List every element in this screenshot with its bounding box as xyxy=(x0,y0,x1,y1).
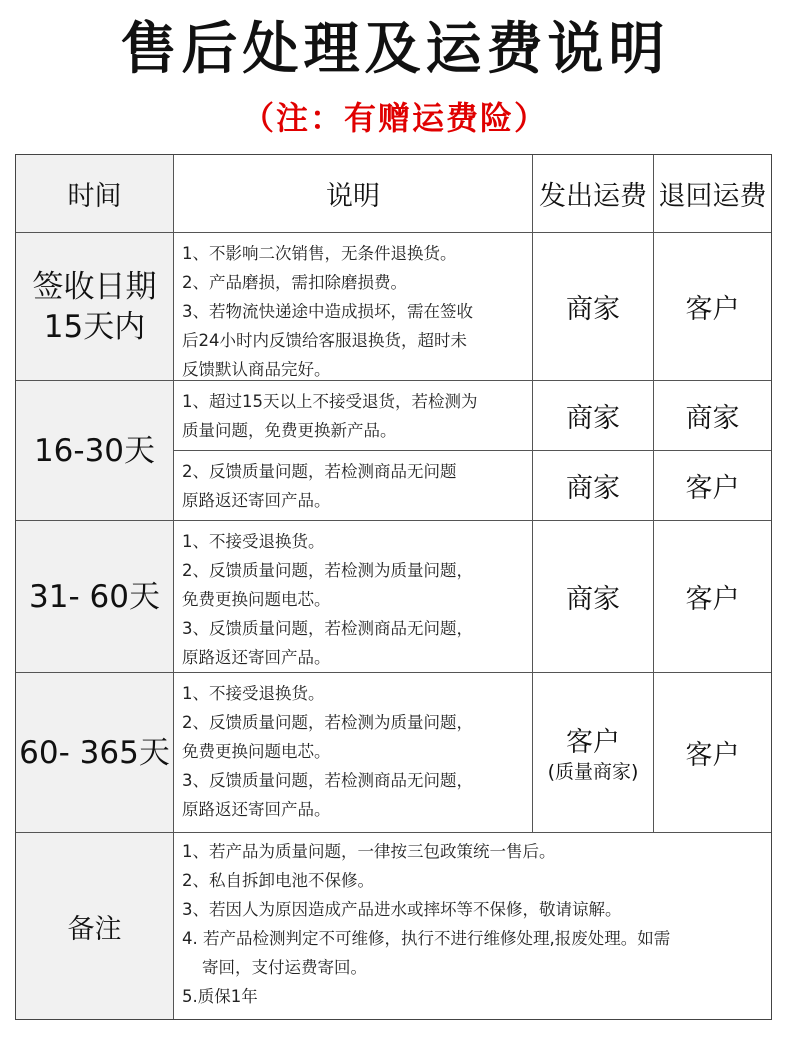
note-line: 4. 若产品检测判定不可维修，执行不进行维修处理,报废处理。如需 xyxy=(182,929,671,948)
return-fee-cell: 商家 xyxy=(654,381,771,451)
header-return-fee: 退回运费 xyxy=(654,155,771,233)
desc-line: 1、不影响二次销售，无条件退换货。 xyxy=(182,244,457,263)
desc-line: 后24小时内反馈给客服退换货，超时未 xyxy=(182,331,467,350)
desc-line: 3、反馈质量问题，若检测商品无问题， xyxy=(182,619,473,638)
desc-line: 2、产品磨损，需扣除磨损费。 xyxy=(182,273,407,292)
desc-line: 2、反馈质量问题，若检测为质量问题， xyxy=(182,561,473,580)
header-send-fee: 发出运费 xyxy=(533,155,654,233)
send-fee-cell: 商家 xyxy=(533,521,654,673)
page-subtitle: （注：有赠运费险） xyxy=(241,99,548,137)
desc-line: 1、不接受退换货。 xyxy=(182,684,325,703)
desc-cell xyxy=(174,451,533,521)
send-fee-cell: 商家 xyxy=(533,381,654,451)
note-line: 3、若因人为原因造成产品进水或摔坏等不保修，敬请谅解。 xyxy=(182,900,622,919)
page-title: 售后处理及运费说明 xyxy=(120,17,670,82)
desc-line: 原路返还寄回产品。 xyxy=(182,491,331,510)
desc-line: 1、超过15天以上不接受退货，若检测为 xyxy=(182,392,478,411)
return-fee-cell: 客户 xyxy=(654,451,771,521)
period-line: 15天内 xyxy=(43,308,146,345)
desc-cell xyxy=(174,381,533,451)
desc-cell xyxy=(174,521,533,673)
period-cell: 16-30天 xyxy=(16,381,174,521)
period-cell: 31- 60天 xyxy=(16,521,174,673)
note-line: 2、私自拆卸电池不保修。 xyxy=(182,871,374,890)
desc-line: 3、反馈质量问题，若检测商品无问题， xyxy=(182,771,473,790)
desc-line: 原路返还寄回产品。 xyxy=(182,800,331,819)
desc-line: 免费更换问题电芯。 xyxy=(182,590,331,609)
return-fee-cell: 客户 xyxy=(654,521,771,673)
header-time: 时间 xyxy=(16,155,174,233)
send-fee-cell: 商家 xyxy=(533,233,654,381)
note-line: 寄回，支付运费寄回。 xyxy=(202,958,367,977)
note-line: 5.质保1年 xyxy=(182,987,258,1006)
note-line: 1、若产品为质量问题，一律按三包政策统一售后。 xyxy=(182,842,556,861)
desc-line: 原路返还寄回产品。 xyxy=(182,648,331,667)
notes-label: 备注 xyxy=(16,833,174,1019)
period-line: 签收日期 xyxy=(32,268,157,305)
desc-line: 3、若物流快递途中造成损坏，需在签收 xyxy=(182,302,473,321)
desc-cell xyxy=(174,233,533,381)
desc-line: 反馈默认商品完好。 xyxy=(182,360,331,379)
after-sales-table xyxy=(15,154,772,1020)
send-fee-value: 客户 xyxy=(566,727,620,758)
send-fee-cell: 商家 xyxy=(533,451,654,521)
desc-line: 免费更换问题电芯。 xyxy=(182,742,331,761)
header-desc: 说明 xyxy=(174,155,533,233)
desc-line: 2、反馈质量问题，若检测商品无问题 xyxy=(182,462,457,481)
desc-cell xyxy=(174,673,533,833)
period-cell: 60- 365天 xyxy=(16,673,174,833)
return-fee-cell: 客户 xyxy=(654,673,771,833)
desc-line: 2、反馈质量问题，若检测为质量问题， xyxy=(182,713,473,732)
send-fee-note: (质量商家) xyxy=(547,761,639,783)
return-fee-cell: 客户 xyxy=(654,233,771,381)
notes-cell xyxy=(174,833,771,1019)
desc-line: 质量问题，免费更换新产品。 xyxy=(182,421,397,440)
period-cell xyxy=(16,233,174,381)
send-fee-cell xyxy=(533,673,654,833)
desc-line: 1、不接受退换货。 xyxy=(182,532,325,551)
